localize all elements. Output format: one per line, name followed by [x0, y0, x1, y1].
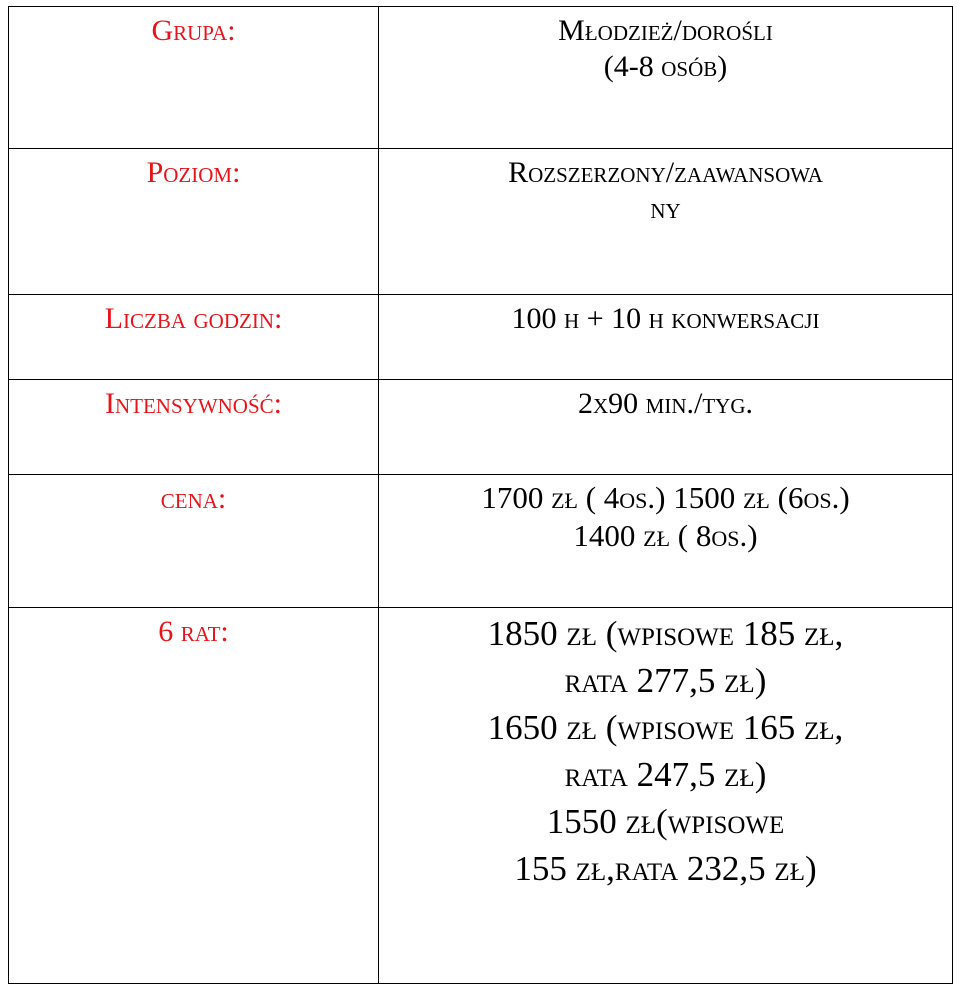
level-value-line-2: ny: [650, 192, 681, 225]
table-row-group: [9, 7, 953, 149]
label-cell: [9, 7, 379, 149]
value-cell: [379, 608, 953, 984]
intensity-label: Intensywność:: [105, 387, 282, 420]
price-label: cena:: [160, 482, 227, 515]
value-cell: [379, 475, 953, 608]
group-label: Grupa:: [151, 14, 236, 47]
table-row-installments: [9, 608, 953, 984]
value-cell: [379, 7, 953, 149]
intensity-value: 2x90 min./tyg.: [578, 387, 753, 420]
group-value-line-1: Młodzież/dorośli: [558, 14, 773, 47]
label-cell: [9, 608, 379, 984]
label-cell: [9, 295, 379, 380]
table-row-level: [9, 149, 953, 295]
value-cell: [379, 295, 953, 380]
installments-line-1: 1850 zł (wpisowe 185 zł,: [487, 614, 844, 653]
level-value-line-1: Rozszerzony/zaawansowa: [508, 156, 823, 189]
hours-value: 100 h + 10 h konwersacji: [511, 302, 820, 335]
table-row-price: [9, 475, 953, 608]
hours-label: Liczba godzin:: [104, 302, 283, 335]
price-value-line-1: 1700 zł ( 4os.) 1500 zł (6os.): [481, 480, 850, 515]
value-cell: [379, 149, 953, 295]
group-value-line-2: (4-8 osób): [603, 50, 728, 83]
table-row-hours: [9, 295, 953, 380]
table-row-intensity: [9, 380, 953, 475]
label-cell: [9, 380, 379, 475]
value-cell: [379, 380, 953, 475]
label-cell: [9, 475, 379, 608]
installments-line-6: 155 zł,rata 232,5 zł): [514, 849, 817, 888]
level-label: Poziom:: [146, 156, 241, 189]
installments-line-2: rata 277,5 zł): [564, 661, 767, 700]
course-info-table: [8, 6, 953, 984]
installments-line-5: 1550 zł(wpisowe: [546, 802, 785, 841]
label-cell: [9, 149, 379, 295]
installments-line-3: 1650 zł (wpisowe 165 zł,: [487, 708, 844, 747]
price-value-line-2: 1400 zł ( 8os.): [573, 518, 758, 553]
installments-label: 6 rat:: [158, 615, 229, 648]
installments-line-4: rata 247,5 zł): [564, 755, 767, 794]
